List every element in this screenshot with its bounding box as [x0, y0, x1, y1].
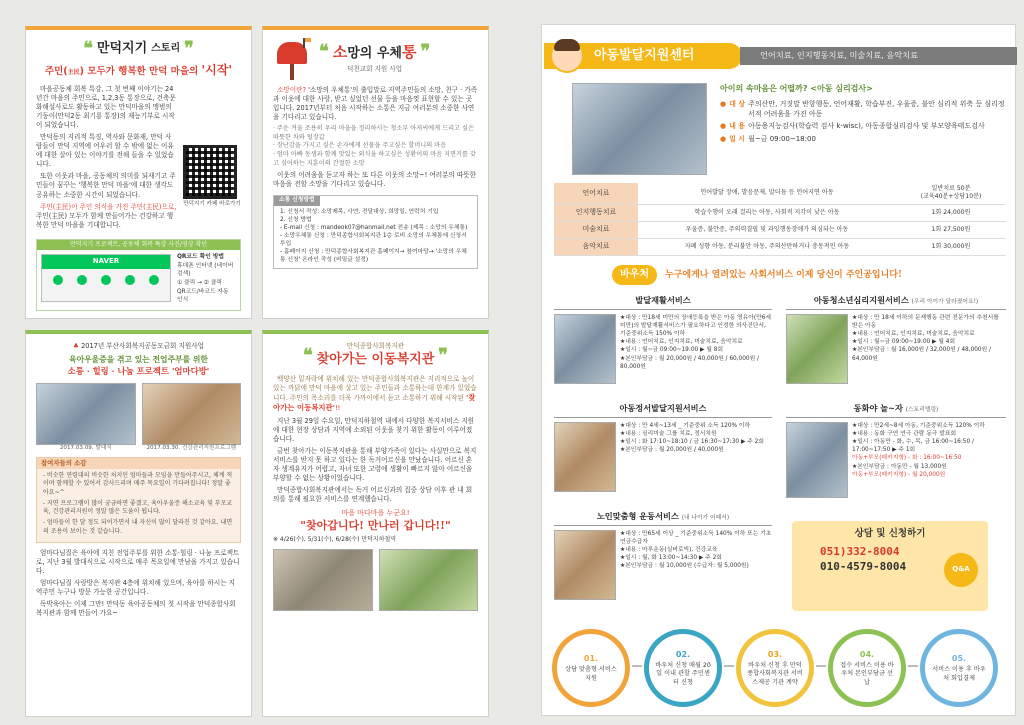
- visiting-dates: ※ 4/26(수), 5/31(수), 6/28(수) 만덕지하철역: [273, 536, 397, 544]
- psych-test: 아이의 속마음은 어떨까? <아동 심리검사> ● 대 상 주의산만, 거짓말 반항행동, 언어재활, 학습부진, 우울증, 불안 심리적 위축 등 심리정서적 어려움을 가진 아동 ● 내 용 아동용지능검사(학습력 검사 k-wisc), 아동종합심리검사 및 부모양육태도검사 ● 일 시 월~금 09:00~18:00: [720, 84, 1005, 143]
- step-5: 05. 서비스 이용 후 바우처 회입결제: [920, 629, 998, 707]
- mother-line1: 육아우울증을 겪고 있는 전업주부를 위한: [69, 355, 208, 365]
- step-4: 04. 접수 서비스 이용 바우처 본인부담금 선납: [828, 629, 906, 707]
- center-title: 아동발달지원센터: [544, 43, 742, 69]
- table-row: 언어치료 언어발달 장애, 발음문제, 말더듬 등 언어지연 아동 일반치료 50분 (교육40분+상담10분): [554, 183, 1006, 204]
- mother-paragraph: 엄마다님질은 육아에 지친 전업주부를 위한 소통·힐링 · 나눔 프로젝트로, 지난 3월 발대식으로 시작으로 매주 목요일에 만남을 가지고 있습니다.: [36, 548, 240, 576]
- list-item: - 지면 프로그램이 많이 궁금하면 좋겠고, 육아우울증 해소교육 및 부모교육, 건강관리지원이 정말 많은 도움이 됩니다.: [43, 499, 233, 516]
- child-face-icon: [550, 39, 584, 73]
- mother-paragraph: 독박육아는 이제 그만! 만덕동 육아공동체의 첫 시작을 만덕종합사회복지관과 함께 만들어 가요~: [36, 600, 236, 618]
- naver-logo: NAVER: [42, 255, 170, 269]
- step-3: 03. 바우처 신청 후 만덕종합사회복지관 서비스제공 기관 계약: [736, 629, 814, 707]
- step-2: 02. 바우처 신청 매월 20일 이내 관할 주민센터 신청: [644, 629, 722, 707]
- photo-service: [554, 530, 616, 600]
- photo-health: [142, 383, 242, 445]
- fees-table: [554, 183, 1006, 256]
- photo-child-test: [572, 83, 707, 175]
- story-paragraph: 또한 이웃과 마을, 공동체의 의미를 되새기고 주민들이 꿈꾸는 '행복한 만덕 마을'에 대한 생각도 공유하는 소중한 시간이 되었습니다.: [36, 172, 176, 199]
- center-banner: [542, 39, 1017, 73]
- apply-box: 소통 신청방법 1. 신청서 작성: 소망제목, 사연, 전달대상, 희망일, 연락처 기입 2. 신청 방법 - E-mail 신청 : mandeok07@hanmail.net 전송 (제목 : 소망의 우체통) - 소망우체통 신청 : 만덕종합사회복지관 1층 로비 소망의 우체통에 신청서 투입 - 홈페이지 신청 : 만덕종합사회복지관 홈페이지→ 참여마당→ '소망의 우체통 신청' 온라인 작성 (비밀글 설정): [273, 195, 478, 269]
- quote-mark-icon: ❞: [184, 38, 194, 59]
- mailbox-intro: '소망의 우체통'의 출입말로 지역주민들의 소망, 친구 · 가족과 이웃에 대한 사랑, 받고 싶었던 선물 등을 마음껏 표현할 수 있는 곳입니다. 2017년부터 처음 시작하는 소통은 지금 여러분의 소중한 사연을 기다리고 있습니다.: [273, 86, 478, 122]
- photo-service: [554, 314, 616, 384]
- qa-badge-icon: Q&A: [944, 553, 978, 587]
- center-therapies: 언어치료, 인지행동치료, 미술치료, 음악치료: [740, 47, 1017, 65]
- story-paragraph: 만덕동의 지리적 특징, 역사와 문화재, 만덕 사람들이 만덕 지역에 어우러 할 수 밖에 없는 이유에 대한 살아 있는 이야기를 전해 들을 수 있었습니다.: [36, 133, 174, 169]
- quote-mark-icon: ❝: [83, 38, 93, 59]
- list-item: - 엄마들이 한 달 정도 되어가면서 내 자신이 많이 달라진 것 같아요. 내면의 조용이 보이는 것 같습니다.: [43, 519, 233, 535]
- mailbox-examples: · 주운 겨울 조용히 우리 마을을 정리하시는 청소부 아저씨에게 드리고 싶은 따뜻한 차와 털장갑 · 장난감을 가지고 싶은 손자에게 선물을 주고싶은 할머니의 마음 · 엄마 아빠 동생과 함께 맛있는 외식을 하고싶은 성환이의 마음 지면거를 갖고 싶어하는 지훈이의 간절한 소망: [273, 125, 476, 167]
- photo-service: [786, 314, 848, 384]
- visiting-paragraph: 만덕종합사회복지관에서는 독거 어르신과의 집중 상담 이후 관 내 회의를 통해 필요한 서비스를 연계했습니다.: [273, 486, 473, 504]
- story-card: ❝ 만덕지기 스토리 ❞ 주민(主民) 모두가 행복한 만덕 마을의 '시작' 마을공동체 회복 특강, 그 첫 번째 이야기는 24년간 마을의 주민으로, 1,2,3동 통장으로, 건축문화해설사로도 활동하고 있는 만덕마을의 맹범의 기둥이(만덕2동 최기룡 통장)의 재능기부로 시작이 되었습니다. 만덕동의 지리적 특징, 역사와 문화재, 만덕 사람들이 만덕 지역에 어우러 할 수 밖에 없는 이유에 대한 살아 있는 이야기를 전해 들을 수 있었습니다. 또한 이웃과 마을, 공동체의 의미를 되새기고 주민들이 꿈꾸는 '행복한 만덕 마을'에 대한 생각도 공유하는 소중한 시간이 되었습니다. 주민(主民)이 주인 의식을 가진 주민(主民)으로, 주민(主民) 모두가 함께 만들어가는 건강하고 행복한 만덕 마을을 기대합니다. 만덕지기 카페 바로가기 만덕지기 프로젝트, 공동체 회복 특강 사진/영상 확인 NAVER QR코드 확인 방법 휴대폰 인터넷 (네이버 검색) ① 클릭 → ② 클릭 QR코드/바코드 자동 인식: [25, 26, 252, 319]
- mobile-number[interactable]: 010-4579-8004: [820, 560, 907, 574]
- photo-launch: [36, 383, 136, 445]
- app-icon: [149, 275, 159, 285]
- qr-code[interactable]: [183, 145, 237, 199]
- quote-mark-icon: ❞: [438, 344, 448, 366]
- app-icon: [101, 275, 111, 285]
- mother-card: ♣ 2017년 부산사회복지공동모금회 지원사업 육아우울증을 겪고 있는 전업주부를 위한 소통 · 힐링 · 나눔 프로젝트 '엄마다방' 2017.03.09. 발대식 2017.03.30. 건강관리지원프로그램 참여자들의 소감 - 비슷한 연령대의 비슷한 처지인 엄마들과 모임을 만들어주시고, 체계 적이며 함께할 수 있어서 감사드리며 매주 목요일이 기다려집니다! 정말 좋아요~^ - 지면 프로그램이 많이 궁금하면 좋겠고, 육아우울증 해소교육 및 부모교육, 건강관리지원이 정말 많은 도움이 됩니다. - 엄마들이 한 달 정도 되어가면서 내 자신이 많이 달라진 것 같아요. 내면의 조용이 보이는 것 같습니다. 엄마다님질은 육아에 지친 전업주부를 위한 소통·힐링 · 나눔 프로젝트로, 지난 3월 발대식으로 시작으로 매주 목요일에 만남을 가지고 있습니다. 엄마다님질 사랑방은 복지관 4층에 위치해 있으며, 육아를 하시는 지역주민 누구나 방문 가능한 공간입니다. 독박육아는 이제 그만! 만덕동 육아공동체의 첫 시작을 만덕종합사회복지관과 함께 만들어 가요~: [25, 330, 252, 717]
- visiting-paragraph: 금번 찾아가는 이동복지관을 통해 부양가족이 있다는 사실만으로 복지서비스를 받지 못 하고 있다는 한 독거어르신을 만났습니다. 어르신 혼자 생계유지가 어렵고, 자녀 또한 고령에 생활이 빠르지 않아 어르신을 부양할 수 없는 상황이었습니다.: [273, 446, 477, 483]
- qr-caption: 만덕지기 카페 바로가기: [183, 200, 241, 207]
- photo-station: [273, 549, 373, 611]
- story-subtitle: 주민(主民) 모두가 행복한 만덕 마을의 '시작': [44, 63, 233, 77]
- service-block: 아동정서발달지원서비스 ★대상 : 만 4세~13세 _ 기준중위 소득 120% 이하 ★내용 : 심리미술 그룹 치료, 정서치원 ★일시 : 화 17:10~18:10 / 금 16:30~17:30 ▶ 주 2회 ★본인부담금 : 월 20,000원 / 40,000원: [554, 403, 772, 492]
- app-icon: [53, 275, 63, 285]
- mailbox-org: 덕천교회 지원 사업: [346, 64, 403, 73]
- service-block: 노인맞춤형 운동서비스 (내 나이가 어때서) ★대상 : 만65세 이상 _ 기준중위소득 140% 이하 또는 기초연금수급자 ★내용 : 마루운동(실버로빅), 건강교육 ★일시 : 월, 화 13:00~14:30 ▶ 주 2회 ★본인부담금 : 월 10,000원 (수급자: 월 5,000원): [554, 511, 772, 600]
- naver-guide: [36, 239, 241, 311]
- app-icon: [77, 275, 87, 285]
- mailbox-card: ❝ 소망의 우체통 ❞ 덕천교회 지원 사업 소망이란? '소망의 우체통'의 출입말로 지역주민들의 소망, 친구 · 가족과 이웃에 대한 사랑, 받고 싶었던 선물 등을 마음껏 표현할 수 있는 곳입니다. 2017년부터 처음 시작하는 소통은 지금 여러분의 소중한 사연을 기다리고 있습니다. · 주운 겨울 조용히 우리 마을을 정리하시는 청소부 아저씨에게 드리고 싶은 따뜻한 차와 털장갑 · 장난감을 가지고 싶은 손자에게 선물을 주고싶은 할머니의 마음 · 엄마 아빠 동생과 함께 맛있는 외식을 하고싶은 성환이의 마음 지면거를 갖고 싶어하는 지훈이의 간절한 소망 이웃의 어려움을 듣고자 하는 또 다른 이웃의 소망~! 여러분의 따뜻한 마음을 전할 소망을 기다리고 있습니다. 소통 신청방법 1. 신청서 작성: 소망제목, 사연, 전달대상, 희망일, 연락처 기입 2. 신청 방법 - E-mail 신청 : mandeok07@hanmail.net 전송 (제목 : 소망의 우체통) - 소망우체통 신청 : 만덕종합사회복지관 1층 로비 소망의 우체통에 신청서 투입 - 홈페이지 신청 : 만덕종합사회복지관 홈페이지→ 참여마당→ '소망의 우체통 신청' 온라인 작성 (비밀글 설정): [262, 26, 489, 319]
- visiting-paragraph: 지난 3월 29일 수요일, 만덕지하철역 내에서 다양한 복지서비스 지원에 대한 현장 상담과 지역에 소외된 이웃을 찾기 위한 활동이 이루어졌습니다.: [273, 416, 475, 443]
- center-page: [541, 24, 1016, 716]
- quote-mark-icon: ❝: [303, 344, 313, 366]
- quote-mark-icon: ❞: [420, 41, 431, 63]
- mailbox-paragraph: 이웃의 어려움을 듣고자 하는 또 다른 이웃의 소망~! 여러분의 따뜻한 마음을 전할 소망을 기다리고 있습니다.: [273, 171, 477, 189]
- table-row: 미술치료 우울증, 불안증, 주의력결핍 및 과잉행동장애가 의심되는 아동 1회 27,500원: [554, 221, 1006, 238]
- visiting-title: 찾아가는 이동복지관: [316, 352, 435, 368]
- photo-service: [786, 422, 848, 498]
- table-row: 음악치료 자폐 성향 아동, 분리불안 아동, 주의산만하거나 충동적인 아동 1회 30,000원: [554, 238, 1006, 255]
- mailbox-icon: [273, 36, 311, 80]
- process-steps: [552, 629, 1007, 711]
- voucher-lead: 바우처 누구에게나 열려있는 사회서비스 이제 당신이 주인공입니다!: [612, 265, 902, 285]
- table-row: 인지행동치료 학습수행이 오래 걸리는 아동, 사회적 지각이 낮은 아동 1회 24,000원: [554, 204, 1006, 221]
- service-block: 아동청소년심리지원서비스 (우리 아이가 달라졌어요!) ★대상 : 만 18세 이하의 문제행동 관련 전문가의 추천서를 받은 아동 ★내용 : 언어치료, 인지치료, 미술치료, 음악치료 ★일시 : 월~금 09:00~19:00 ▶ 월 4회 ★본인부담금 : 월 16,000원 / 32,000원 / 48,000원 / 64,000원: [786, 295, 1006, 384]
- story-paragraph: 마을공동체 회복 특강, 그 첫 번째 이야기는 24년간 마을의 주민으로, 1,2,3동 통장으로, 건축문화해설사로도 활동하고 있는 만덕마을의 맹범의 기둥이(만덕2동 최기룡 통장)의 재능기부로 시작이 되었습니다.: [36, 84, 176, 129]
- naver-guide-header: 만덕지기 프로젝트, 공동체 회복 특강 사진/영상 확인: [37, 240, 240, 250]
- step-1: 01. 상담 맞춤형 서비스 지원: [552, 629, 630, 707]
- naver-steps: QR코드 확인 방법 휴대폰 인터넷 (네이버 검색) ① 클릭 → ② 클릭 QR코드/바코드 자동 인식: [177, 254, 234, 304]
- service-block: 발달재활서비스 ★대상 : 만18세 미만의 장애등록을 받은 아동 영유아(만6세 미만)의 발달재활서비스가 필요하다고 인정한 의사진단서, 기준중위소득 150% 이하 ★내용 : 언어치료, 인지치료, 미술치료, 음악치료 ★일시 : 월~금 09:00~19:00 ▶ 월 8회 ★본인부담금 : 월 20,000원 / 40,000원 / 60,000원 / 80,000원: [554, 295, 772, 384]
- app-icon: [125, 275, 135, 285]
- phone-number[interactable]: 051)332-8004: [820, 545, 900, 559]
- mother-head: ♣ 2017년 부산사회복지공동모금회 지원사업: [73, 342, 204, 350]
- phone-screenshot: [41, 254, 171, 302]
- photo-service: [554, 422, 616, 492]
- list-item: - 비슷한 연령대의 비슷한 처지인 엄마들과 모임을 만들어주시고, 체계 적이며 함께할 수 있어서 감사드리며 매주 목요일이 기다려집니다! 정말 좋아요~^: [43, 471, 233, 496]
- visiting-slogan: "찾아갑니다! 만나러 갑니다!!": [300, 519, 451, 533]
- contact-title: 상담 및 신청하기: [854, 528, 926, 539]
- mother-paragraph: 엄마다님질 사랑방은 복지관 4층에 위치해 있으며, 육아를 하시는 지역주민 누구나 방문 가능한 공간입니다.: [36, 579, 236, 597]
- quote-mark-icon: ❝: [319, 41, 329, 63]
- contact-box: [792, 521, 988, 611]
- service-block: 동화야 놀~자 (스토리텔링) ★대상 : 만2세~8세 아동, 기준중위소득 120% 이하 ★내용 : 동화 구연 연극 관람 동극 발표회 ★일시 : 아동만 - 화, 수, 목, 금 16:00~16:50 / 17:00~17:50 ▶ 주 1회 아동+부모(패키지형) - 화 : 16:00~16:50 ★본인부담금 : 아동만 - 월 13,000원 아동+부모(패키지형) - 월 20,000원: [786, 403, 1006, 498]
- photo-consult: [379, 549, 479, 611]
- story-highlight: 주민(主民)이 주인 의식을 가진 주민(主民)으로,: [40, 202, 177, 211]
- mother-line2: 소통 · 힐링 · 나눔 프로젝트 '엄마다방': [67, 365, 210, 376]
- opinion-box: 참여자들의 소감 - 비슷한 연령대의 비슷한 처지인 엄마들과 모임을 만들어주시고, 체계 적이며 함께할 수 있어서 감사드리며 매주 목요일이 기다려집니다! 정말 좋아요~^ - 지면 프로그램이 많이 궁금하면 좋겠고, 육아우울증 해소교육 및 부모교육, 건강관리지원이 정말 많은 도움이 됩니다. - 엄마들이 한 달 정도 되어가면서 내 자신이 많이 달라진 것 같아요. 내면의 조용이 보이는 것 같습니다.: [36, 457, 241, 543]
- story-title: ❝ 만덕지기 스토리 ❞: [83, 38, 194, 59]
- voucher-badge: 바우처: [612, 265, 657, 285]
- visiting-card: ❝ 만덕종합사회복지관 찾아가는 이동복지관 ❞ 백양산 밑자락에 위치해 있는 만덕종합사회복지관은 지리적으로 높이 있는 까닭에 만덕 마을에 살고 있는 주민들과 소통하는데 한계가 있었습니다. 주민의 목소리를 더욱 가까이에서 듣고 소통하기 위해 시작된 '찾아가는 이동복지관'!! 지난 3월 29일 수요일, 만덕지하철역 내에서 다양한 복지서비스 지원에 대한 현장 상담과 지역에 소외된 이웃을 찾기 위한 활동이 이루어졌습니다. 금번 찾아가는 이동복지관을 통해 부양가족이 있다는 사실만으로 복지서비스를 받지 못 하고 있다는 한 독거어르신을 만났습니다. 어르신 혼자 생계유지가 어렵고, 자녀 또한 고령에 생활이 빠르지 않아 어르신을 부양할 수 없는 상황이었습니다. 만덕종합사회복지관에서는 독거 어르신과의 집중 상담 이후 관 내 회의를 통해 필요한 서비스를 연계했습니다. 마을 마다마을 누군요! "찾아갑니다! 만나러 갑니다!!" ※ 4/26(수), 5/31(수), 6/28(수) 만덕지하철역: [262, 330, 489, 717]
